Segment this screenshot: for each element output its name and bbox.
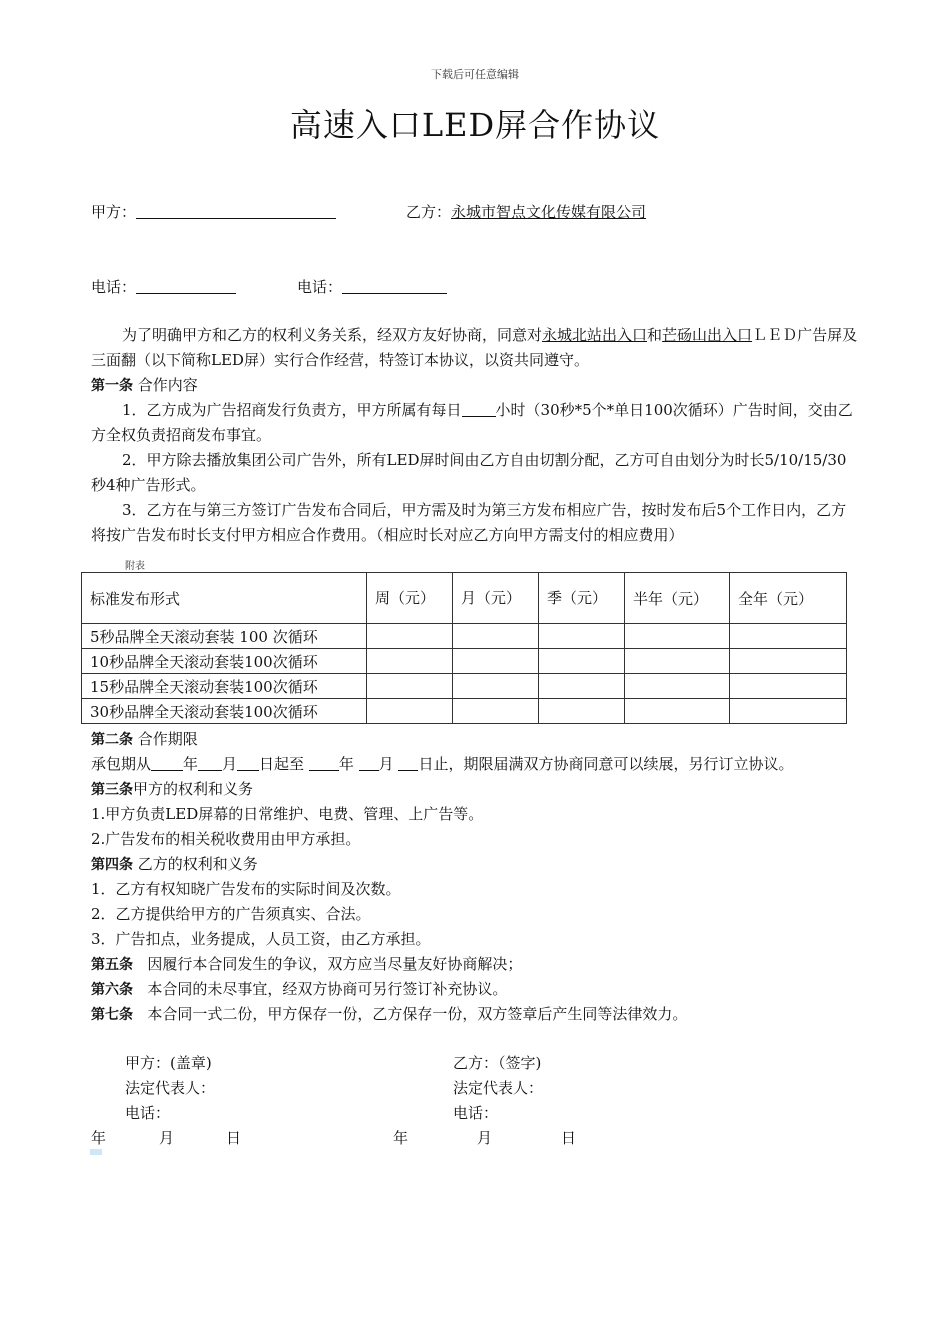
article-1-item-2: 2．甲方除去播放集团公司广告外，所有LED屏时间由乙方自由切割分配，乙方可自由划分为时长5/10/15/30秒4种广告形式。 — [91, 451, 847, 494]
table-cell[interactable] — [367, 624, 453, 649]
table-header: 周（元） — [367, 573, 453, 624]
table-cell[interactable] — [367, 649, 453, 674]
phone-b-blank[interactable] — [342, 277, 447, 294]
article-4-item-1: 1．乙方有权知晓广告发布的实际时间及次数。 — [91, 880, 401, 898]
table-cell-format: 5秒品牌全天滚动套装 100 次循环 — [82, 624, 367, 649]
table-cell[interactable] — [539, 624, 625, 649]
party-a-row — [91, 200, 336, 225]
article-1-item-1-b: 小时（30秒*5个*单日100次循环）广告时间，交由乙方全权负责招商发布事宜。 — [91, 401, 853, 444]
document-title: 高速入口LED屏合作协议 — [289, 106, 661, 144]
table-cell[interactable] — [625, 624, 730, 649]
party-b-name: 永城市智点文化传媒有限公司 — [451, 203, 647, 221]
article-4-item-2: 2．乙方提供给甲方的广告须真实、合法。 — [91, 905, 371, 923]
start-year-blank[interactable] — [151, 754, 183, 771]
table-cell[interactable] — [539, 649, 625, 674]
table-header: 全年（元） — [730, 573, 847, 624]
phone-a-label: 电话： — [91, 278, 137, 296]
hours-blank[interactable] — [462, 400, 496, 417]
table-cell-format: 15秒品牌全天滚动套装100次循环 — [82, 674, 367, 699]
phone-b-label: 电话： — [297, 278, 343, 296]
table-cell[interactable] — [453, 699, 539, 724]
article-6-text: 本合同的未尽事宜，经双方协商可另行签订补充协议。 — [147, 980, 508, 998]
table-row — [82, 649, 847, 674]
article-4-title: 第四条 — [91, 857, 133, 873]
table-cell[interactable] — [625, 674, 730, 699]
end-day-blank[interactable] — [398, 754, 418, 771]
party-b-row — [406, 200, 646, 225]
article-1-heading — [91, 373, 198, 399]
intro-end: ＬＥＤ广告屏及三面翻（以下简称LED屏）实行合作经营，特签订本协议，以资共同遵守。 — [91, 326, 858, 369]
table-header: 标准发布形式 — [82, 573, 367, 624]
table-cell[interactable] — [453, 674, 539, 699]
start-day-blank[interactable] — [237, 754, 259, 771]
article-4-heading — [91, 852, 258, 878]
table-cell[interactable] — [730, 699, 847, 724]
intro-text: 为了明确甲方和乙方的权利义务关系，经双方友好协商，同意对 — [122, 326, 543, 344]
intro-and: 和 — [647, 326, 663, 344]
table-cell[interactable] — [539, 699, 625, 724]
sign-a-party: 甲方：(盖章) — [125, 1054, 212, 1072]
article-3-item-2: 2.广告发布的相关税收费用由甲方承担。 — [91, 830, 361, 848]
article-1-item-1 — [91, 398, 859, 448]
term-year-2: 年 — [338, 755, 354, 773]
article-2-term — [91, 752, 793, 777]
article-1-title: 第一条 — [91, 378, 133, 394]
table-cell[interactable] — [625, 649, 730, 674]
article-4-item-3: 3．广告扣点，业务提成，人员工资，由乙方承担。 — [91, 930, 431, 948]
article-2-subtitle: 合作期限 — [137, 730, 198, 748]
sign-a-phone: 电话： — [125, 1104, 171, 1122]
table-cell[interactable] — [539, 674, 625, 699]
article-3-item-1: 1.甲方负责LED屏幕的日常维护、电费、管理、上广告等。 — [91, 805, 484, 823]
article-7-title: 第七条 — [91, 1007, 133, 1023]
table-row — [82, 624, 847, 649]
party-a-label: 甲方： — [91, 203, 137, 221]
table-header: 半年（元） — [625, 573, 730, 624]
article-5-title: 第五条 — [91, 957, 133, 973]
table-row — [82, 699, 847, 724]
party-b-label: 乙方： — [406, 203, 452, 221]
table-row — [82, 674, 847, 699]
article-5 — [91, 952, 522, 978]
table-cell[interactable] — [730, 624, 847, 649]
article-2-title: 第二条 — [91, 732, 133, 748]
article-4-subtitle: 乙方的权利和义务 — [137, 855, 258, 873]
sign-b-party: 乙方：（签字) — [453, 1054, 542, 1072]
table-header-row — [82, 573, 847, 624]
article-7 — [91, 1002, 687, 1028]
article-1-item-3: 3．乙方在与第三方签订广告发布合同后，甲方需及时为第三方发布相应广告，按时发布后5个工作日内，乙方将按广告发布时长支付甲方相应合作费用。（相应时长对应乙方向甲方需支付的相应费用） — [91, 501, 847, 544]
sign-b-month: 月 — [477, 1129, 493, 1147]
table-header: 季（元） — [539, 573, 625, 624]
sign-a-rep: 法定代表人： — [125, 1079, 216, 1097]
article-6 — [91, 977, 507, 1003]
term-day-from: 日起至 — [259, 755, 305, 773]
article-7-text: 本合同一式二份，甲方保存一份，乙方保存一份，双方签章后产生同等法律效力。 — [147, 1005, 688, 1023]
location-1: 永城北站出入口 — [542, 326, 648, 344]
phone-a-blank[interactable] — [136, 277, 236, 294]
term-month: 月 — [222, 755, 238, 773]
term-end: 日止，期限届满双方协商同意可以续展，另行订立协议。 — [418, 755, 794, 773]
article-3-heading — [91, 777, 253, 803]
term-month-2: 月 — [378, 755, 394, 773]
article-1-item-1-a: 1．乙方成为广告招商发行负责方，甲方所属有每日 — [122, 401, 462, 419]
start-month-blank[interactable] — [198, 754, 222, 771]
sign-a-year: 年 — [91, 1129, 107, 1147]
table-cell[interactable] — [453, 649, 539, 674]
article-1-subtitle: 合作内容 — [137, 376, 198, 394]
table-header: 月（元） — [453, 573, 539, 624]
article-3-subtitle: 甲方的权利和义务 — [133, 780, 254, 798]
article-2-heading — [91, 727, 198, 753]
table-cell[interactable] — [625, 699, 730, 724]
intro-paragraph — [91, 323, 859, 373]
phone-a-row — [91, 275, 236, 300]
header-note: 下载后可任意编辑 — [431, 68, 519, 81]
sign-b-day: 日 — [561, 1129, 577, 1147]
location-2: 芒砀山出入口 — [662, 326, 753, 344]
rate-table — [81, 572, 847, 724]
table-caption: 附表 — [125, 561, 145, 572]
table-cell[interactable] — [367, 674, 453, 699]
end-year-blank[interactable] — [309, 754, 339, 771]
end-month-blank[interactable] — [359, 754, 379, 771]
sign-a-day: 日 — [226, 1129, 242, 1147]
sign-b-year: 年 — [393, 1129, 409, 1147]
phone-b-row — [297, 275, 447, 300]
table-cell[interactable] — [367, 699, 453, 724]
term-text: 承包期从 — [91, 755, 152, 773]
sign-b-rep: 法定代表人： — [453, 1079, 544, 1097]
term-year: 年 — [183, 755, 199, 773]
table-cell[interactable] — [453, 624, 539, 649]
sign-b-phone: 电话： — [453, 1104, 499, 1122]
party-a-blank[interactable] — [136, 202, 336, 219]
table-cell[interactable] — [730, 649, 847, 674]
article-3-title: 第三条 — [91, 782, 133, 798]
cursor-marker — [90, 1149, 102, 1155]
table-cell-format: 10秒品牌全天滚动套装100次循环 — [82, 649, 367, 674]
table-cell-format: 30秒品牌全天滚动套装100次循环 — [82, 699, 367, 724]
article-5-text: 因履行本合同发生的争议，双方应当尽量友好协商解决； — [147, 955, 523, 973]
article-6-title: 第六条 — [91, 982, 133, 998]
table-cell[interactable] — [730, 674, 847, 699]
sign-a-month: 月 — [159, 1129, 175, 1147]
